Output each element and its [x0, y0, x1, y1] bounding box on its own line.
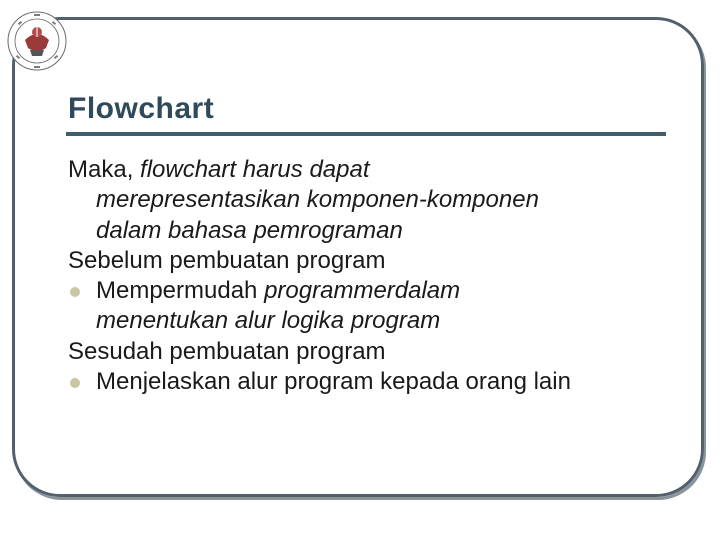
text-maka: Maka,	[68, 156, 141, 183]
bullet-text: Menjelaskan alur program kepada orang lain	[96, 368, 571, 396]
text-menentukan-alur: menentukan alur logika program	[96, 307, 441, 335]
paragraph-sesudah: Sesudah pembuatan program	[68, 337, 386, 365]
bullet-item-menjelaskan	[68, 367, 688, 397]
text-mempermudah: Mempermudah	[96, 277, 265, 305]
bullet-icon	[70, 287, 80, 297]
paragraph-line	[68, 155, 688, 185]
paragraph-line	[68, 216, 688, 246]
text-programmerdalam: programmerdalam	[264, 277, 461, 305]
bullet-item-mempermudah	[68, 276, 688, 337]
text-dalam-bahasa: dalam bahasa pemrograman	[96, 216, 403, 244]
bullet-line	[96, 306, 688, 336]
paragraph-line	[68, 185, 688, 215]
paragraph-maka	[68, 155, 688, 246]
university-seal-icon	[6, 10, 68, 72]
page-title: Flowchart	[68, 92, 215, 125]
paragraph-sebelum: Sebelum pembuatan program	[68, 246, 386, 274]
title-underline	[66, 132, 666, 136]
slide-body	[68, 155, 688, 397]
bullet-line	[96, 276, 688, 306]
bullet-icon	[70, 378, 80, 388]
text-flowchart-harus-dapat: flowchart harus dapat	[140, 156, 370, 183]
text-merepresentasikan: merepresentasikan komponen-komponen	[96, 186, 539, 214]
